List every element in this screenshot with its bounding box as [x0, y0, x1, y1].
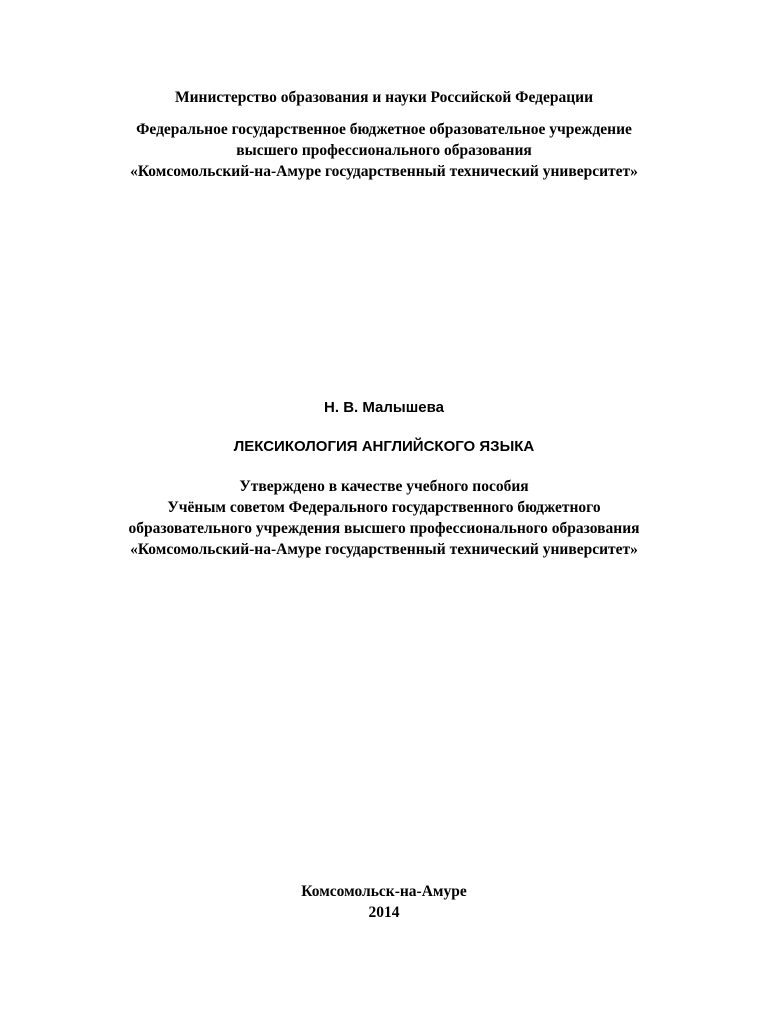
year-line: 2014	[368, 904, 400, 921]
institution-heading	[0, 119, 768, 182]
approval-line-1: Утверждено в качестве учебного пособия	[239, 478, 529, 495]
approval-line-2: Учёным советом Федерального государственного бюджетного	[167, 499, 601, 516]
institution-line-1: Федеральное государственное бюджетное образовательное учреждение	[136, 121, 632, 138]
ministry-heading	[0, 87, 768, 108]
publication-city	[0, 881, 768, 902]
book-title	[0, 436, 768, 458]
institution-line-2: высшего профессионального образования	[236, 142, 532, 159]
author-line: Н. В. Малышева	[324, 399, 444, 416]
author-name	[0, 397, 768, 419]
publication-year	[0, 902, 768, 923]
ministry-line: Министерство образования и науки Российской Федерации	[174, 89, 594, 106]
book-title-line: ЛЕКСИКОЛОГИЯ АНГЛИЙСКОГО ЯЗЫКА	[233, 438, 535, 455]
approval-line-3: образовательного учреждения высшего профессионального образования	[128, 520, 640, 537]
institution-line-3: «Комсомольский-на-Амуре государственный технический университет»	[130, 163, 638, 180]
city-line: Комсомольск-на-Амуре	[301, 883, 467, 900]
approval-note	[0, 476, 768, 560]
approval-line-4: «Комсомольский-на-Амуре государственный технический университет»	[130, 541, 638, 558]
